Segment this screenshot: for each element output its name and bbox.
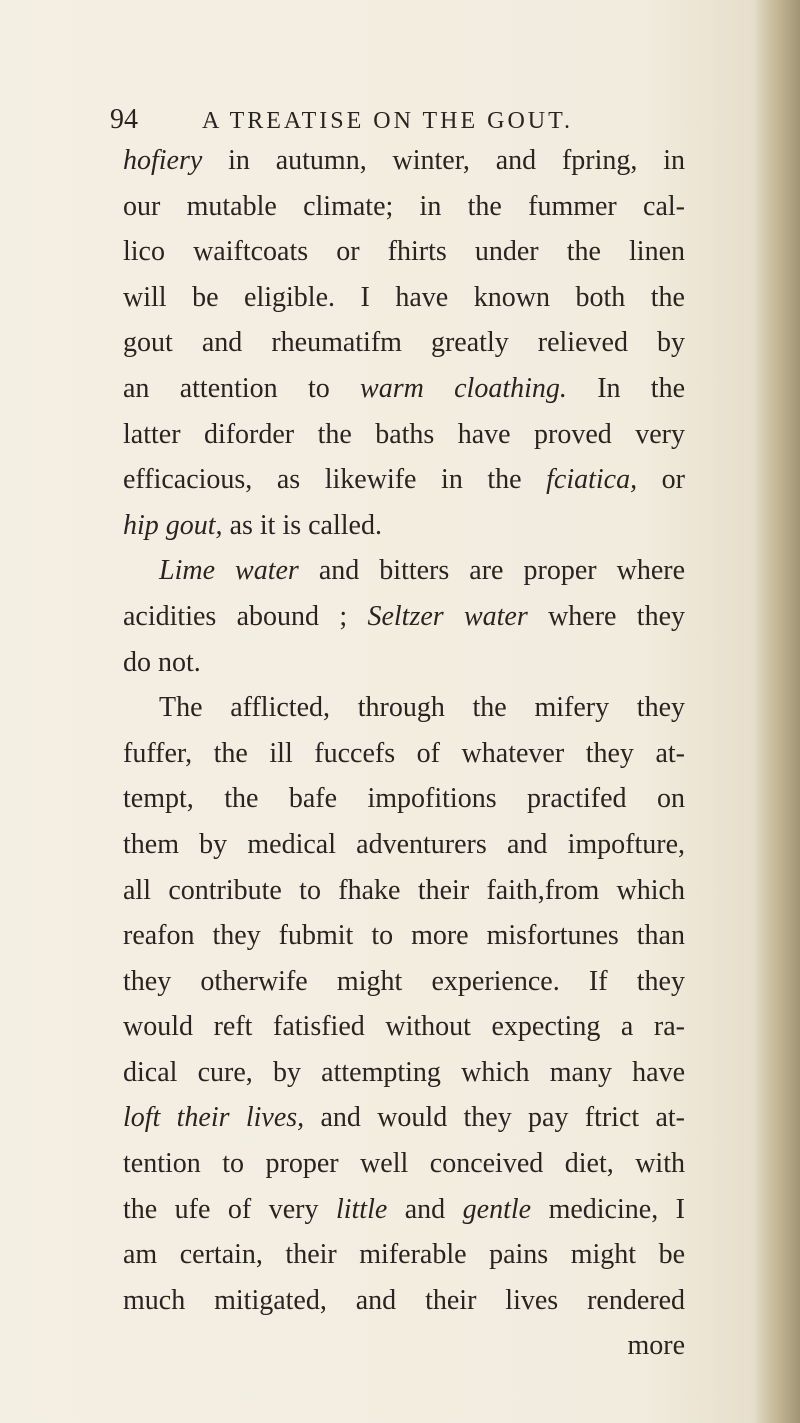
- text-line: they otherwife might experience. If they: [123, 965, 685, 997]
- italic-term: loft their lives,: [123, 1102, 305, 1134]
- line-text: medicine, I: [531, 1193, 685, 1225]
- page-edge-shadow: [754, 0, 800, 1423]
- text-line: [123, 594, 685, 640]
- text-line: will be eligible. I have known both the: [123, 281, 685, 313]
- text-line: lico waiftcoats or fhirts under the linen: [123, 236, 685, 268]
- text-line: [123, 548, 685, 594]
- line-text: in autumn, winter, and fpring, in: [202, 145, 685, 176]
- text-line: am certain, their miferable pains might be: [123, 1239, 685, 1271]
- text-line: our mutable climate; in the fummer cal-: [123, 190, 685, 222]
- text-line: [123, 503, 685, 549]
- running-header: [110, 100, 630, 140]
- text-line: tention to proper well conceived diet, with: [123, 1148, 685, 1180]
- text-line: [123, 457, 685, 503]
- text-line: them by medical adventurers and impofture,: [123, 828, 685, 860]
- italic-term: fciatica,: [546, 464, 638, 496]
- text-line: tempt, the bafe impofitions practifed on: [123, 783, 685, 815]
- italic-term: Seltzer water: [367, 600, 528, 632]
- text-line: gout and rheumatifm greatly relieved by: [123, 327, 685, 359]
- text-line: [123, 138, 685, 184]
- catchword: more: [627, 1330, 685, 1362]
- italic-term: warm cloathing.: [360, 372, 567, 404]
- text-line: would reft fatisfied without expecting a ra-: [123, 1011, 685, 1043]
- italic-term: hip gout,: [123, 509, 223, 541]
- line-text: where they: [527, 600, 685, 632]
- text-line: [123, 1187, 685, 1233]
- text-line: much mitigated, and their lives rendered: [123, 1284, 685, 1316]
- line-text: and would they pay ftrict at-: [304, 1102, 686, 1134]
- text-line: all contribute to fhake their faith,from which: [123, 874, 685, 906]
- text-line: reafon they fubmit to more misfortunes than: [123, 920, 685, 952]
- text-line: dical cure, by attempting which many have: [123, 1056, 685, 1088]
- text-line: [123, 1095, 685, 1141]
- text-line: fuffer, the ill fuccefs of whatever they at-: [123, 737, 685, 769]
- text-line: [123, 366, 685, 412]
- running-title: A TREATISE ON THE GOUT.: [202, 108, 573, 134]
- line-text: an attention to: [123, 372, 361, 404]
- text-line: do not.: [123, 646, 201, 678]
- line-text: efficacious, as likewife in the: [123, 464, 547, 496]
- line-text: as it is called.: [222, 509, 382, 541]
- line-text: In the: [566, 372, 686, 404]
- line-text: and bitters are proper where: [298, 555, 685, 587]
- line-text: or: [637, 464, 686, 496]
- italic-term: little: [335, 1193, 388, 1225]
- body-text: [123, 138, 685, 1369]
- line-text: the ufe of very: [123, 1193, 336, 1225]
- page-number: 94: [110, 104, 138, 135]
- text-line: latter diforder the baths have proved very: [123, 418, 685, 450]
- line-text: and: [387, 1193, 463, 1225]
- italic-term: hofiery: [123, 145, 203, 176]
- italic-term: Lime water: [159, 555, 299, 587]
- text-line: The afflicted, through the mifery they: [159, 692, 685, 724]
- italic-term: gentle: [462, 1193, 532, 1225]
- line-text: acidities abound ;: [123, 600, 368, 632]
